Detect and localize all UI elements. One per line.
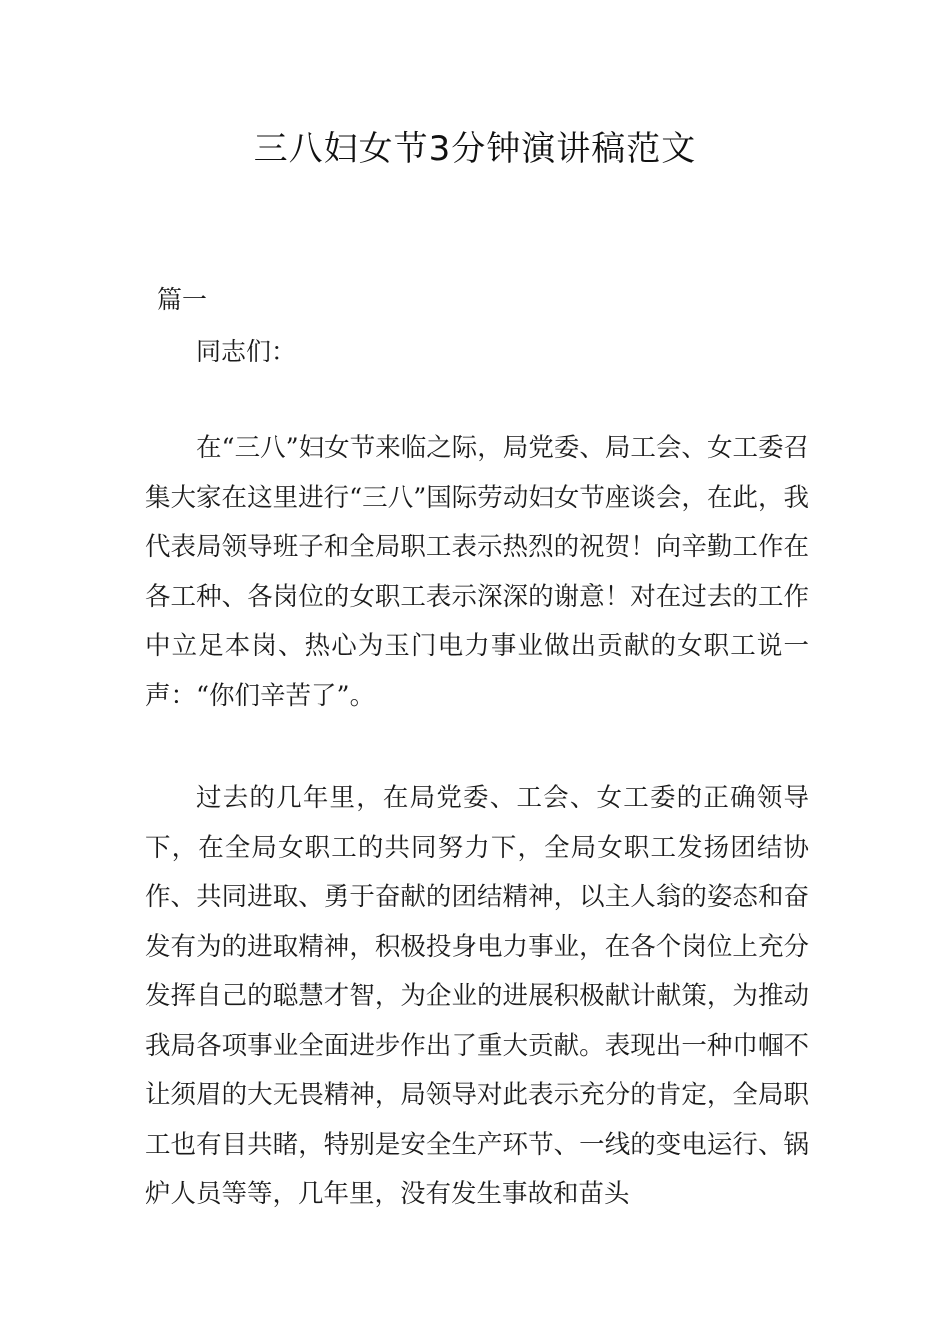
body-paragraph: 过去的几年里，在局党委、工会、女工委的正确领导下，在全局女职工的共同努力下，全局女职工发扬团结协作、共同进取、勇于奋献的团结精神，以主人翁的姿态和奋发有为的进取精神，积极投身电力事业，在各个岗位上充分发挥自己的聪慧才智，为企业的进展积极献计献策，为推动我局各项事业全面进步作出了重大贡献。表现出一种巾帼不让须眉的大无畏精神，局领导对此表示充分的肯定，全局职工也有目共睹，特别是安全生产环节、一线的变电运行、锅炉人员等等，几年里，没有发生事故和苗头 [145, 783, 809, 1209]
salutation: 同志们： [196, 337, 297, 366]
document-title: 三八妇女节3分钟演讲稿范文 [253, 129, 697, 169]
body-paragraph: 在“三八”妇女节来临之际，局党委、局工会、女工委召集大家在这里进行“三八”国际劳动妇女节座谈会，在此，我代表局领导班子和全局职工表示热烈的祝贺！向辛勤工作在各工种、各岗位的女职工表示深深的谢意！对在过去的工作中立足本岗、热心为玉门电力事业做出贡献的女职工说一声：“你们辛苦了”。 [145, 433, 809, 711]
section-label: 篇一 [157, 285, 208, 314]
